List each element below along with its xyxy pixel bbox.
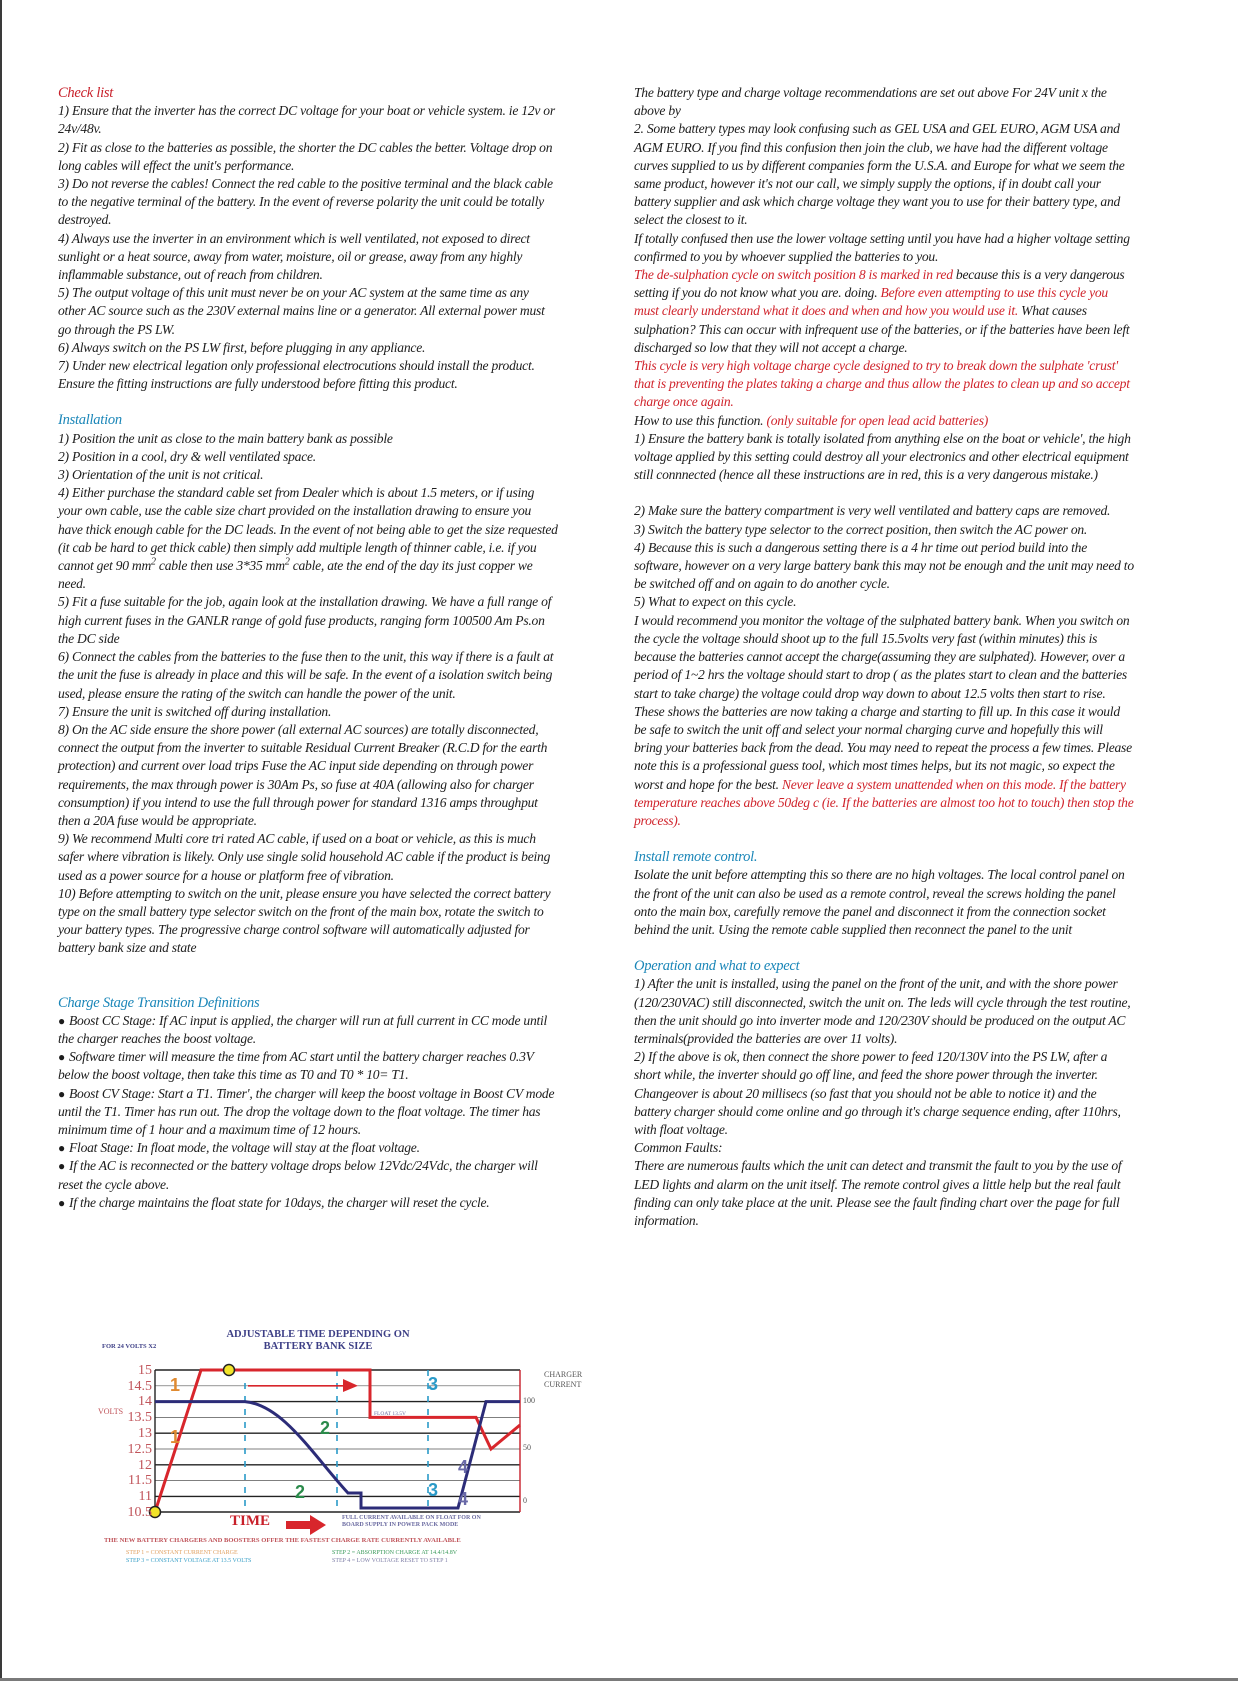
chart-footer: THE NEW BATTERY CHARGERS AND BOOSTERS OFFER THE FASTEST CHARGE RATE CURRENTLY AVAILABLE bbox=[104, 1537, 461, 1544]
legend-step: STEP 3 = CONSTANT VOLTAGE AT 13.5 VOLTS bbox=[126, 1558, 252, 1564]
operation-item: 1) After the unit is installed, using the panel on the front of the unit, and with the shore power (120/230VAC) still disconnected, switch the unit on. The leds will cycle through the test routine, then the unit should go into inverter mode and 120/230V should be produced on the output AC terminals(provided the batteries are over 11 volts). bbox=[634, 976, 1131, 1046]
float-note: FULL CURRENT AVAILABLE ON FLOAT FOR ON BOARD SUPPLY IN POWER PACK MODE bbox=[342, 1515, 481, 1528]
x-axis-label: TIME bbox=[230, 1513, 271, 1529]
operation-heading: Operation and what to expect bbox=[634, 958, 800, 975]
installation-item: 2) Position in a cool, dry & well ventilated space. bbox=[58, 448, 316, 464]
desulphation-step: 3) Switch the battery type selector to the correct position, then switch the AC power on. bbox=[634, 521, 1088, 537]
left-column bbox=[58, 84, 558, 1212]
page-border-left bbox=[0, 0, 2, 1681]
charge-stage-bullet: ● Boost CC Stage: If AC input is applied, the charger will run at full current in CC mode until the charger reaches the boost voltage. bbox=[58, 1012, 558, 1048]
y-tick: 13 bbox=[138, 1426, 152, 1441]
desulphation-paragraph: The de-sulphation cycle on switch position 8 is marked in red because this is a very dangerous setting if you do not know what you are. doing. Before even attempting to use this cycle you must clearly understand what it does and when and how you would use it. What causes sulphation? This can occur with infrequent use of the batteries, or if the batteries have been left discharged so low that they will not accept a charge. bbox=[634, 267, 1130, 355]
checklist-item: 4) Always use the inverter in an environment which is well ventilated, not exposed to direct sunlight or a heat source, away from water, moisture, oil or grease, away from any highly inflammable substance, out of reach from children. bbox=[58, 230, 530, 283]
y-tick: 11 bbox=[138, 1489, 152, 1504]
charge-stage-bullet: ● If the AC is reconnected or the battery voltage drops below 12Vdc/24Vdc, the charger will reset the cycle above. bbox=[58, 1157, 558, 1193]
checklist-item: 1) Ensure that the inverter has the correct DC voltage for your boat or vehicle system. ie 12v or 24v/48v. bbox=[58, 103, 555, 137]
legend-step: STEP 2 = ABSORPTION CHARGE AT 14.4/14.8V bbox=[332, 1550, 458, 1556]
y-axis-label: VOLTS bbox=[98, 1407, 124, 1416]
common-faults-label: Common Faults: bbox=[634, 1140, 723, 1156]
y-tick: 10.5 bbox=[127, 1505, 152, 1520]
right-y-tick: 0 bbox=[523, 1496, 527, 1505]
chart-for-label: FOR 24 VOLTS X2 bbox=[102, 1343, 157, 1350]
step-marker: 2 bbox=[295, 1482, 306, 1502]
right-y-tick: 100 bbox=[523, 1396, 535, 1405]
step-marker: 4 bbox=[458, 1457, 469, 1477]
checklist-heading: Check list bbox=[58, 85, 114, 101]
installation-heading: Installation bbox=[58, 412, 122, 429]
right-y-tick: 50 bbox=[523, 1443, 531, 1452]
legend-step: STEP 1 = CONSTANT CURRENT CHARGE bbox=[126, 1550, 238, 1556]
svg-text:FLOAT 13.5V: FLOAT 13.5V bbox=[374, 1411, 406, 1417]
remote-body: Isolate the unit before attempting this so there are no high voltages. The local control panel on the front of the unit can also be used as a remote control, reveal the screws holding the panel onto the main box, carefully remove the panel and disconnect it from the connection socket behind the unit. Using the remote cable supplied then reconnect the panel to the unit bbox=[634, 867, 1125, 937]
installation-item: 10) Before attempting to switch on the unit, please ensure you have selected the correct battery type on the small battery type selector switch on the front of the main box, rotate the switch to your battery types. The progressive charge control software will automatically adjusted for battery bank size and state bbox=[58, 885, 551, 956]
step-marker: 3 bbox=[428, 1374, 439, 1394]
legend-step: STEP 4 = LOW VOLTAGE RESET TO STEP 1 bbox=[332, 1558, 448, 1564]
installation-item: 6) Connect the cables from the batteries to the fuse then to the unit, this way if there is a fault at the unit the fuse is already in place and this will be safe. In the event of a isolation switch being used, please ensure the rating of the switch can handle the power of the unit. bbox=[58, 649, 554, 701]
y-tick: 12 bbox=[138, 1458, 152, 1473]
expect-paragraph: I would recommend you monitor the voltage of the sulphated battery bank. When you switch on the cycle the voltage should shoot up to the full 15.5volts very fast (within minutes) this is because the batteries cannot accept the charge(assuming they are sulphated). However, over a period of 1~2 hrs the voltage should start to drop ( as the plates start to clean and the batteries start to take charge) the voltage could drop way down to about 12.5 volts then start to rise. These shows the batteries are now taking a charge and starting to fill up. In this case it would be safe to switch the unit off and select your normal charging curve and hopefully this will bring your batteries back from the dead. You may need to repeat the process a few times. Please note this is a professional guess tool, which most times helps, but its not magic, so expect the worst and hope for the best. Never leave a system unattended when on this mode. If the battery temperature reaches above 50deg c (ie. If the batteries are almost too hot to touch) then stop the process). bbox=[634, 612, 1134, 828]
checklist-item: 2) Fit as close to the batteries as possible, the shorter the DC cables the better. Voltage drop on long cables will effect the unit's performance. bbox=[58, 139, 553, 173]
step-marker: 3 bbox=[428, 1480, 439, 1500]
intro-paragraph: If totally confused then use the lower voltage setting until you have had a higher voltage setting confirmed to you by whoever supplied the batteries to you. bbox=[634, 230, 1130, 264]
installation-item: 8) On the AC side ensure the shore power (all external AC sources) are totally disconnected, connect the output from the inverter to suitable Residual Current Breaker (R.C.D for the earth protection) and current over load trips Fuse the AC input side depending on through power requirements, the max through power is 30Am Ps, so fuse at 40A (allowing also for charger consumption) if you intend to use the full through power for standard 1316 amps throughput then a 20A fuse would be appropriate. bbox=[58, 721, 548, 828]
y-tick: 14 bbox=[138, 1394, 152, 1409]
installation-item: 1) Position the unit as close to the main battery bank as possible bbox=[58, 430, 393, 446]
right-y-axis-label: CHARGER CURRENT bbox=[544, 1370, 583, 1389]
step-marker: 2 bbox=[320, 1418, 331, 1438]
step-marker: 4 bbox=[458, 1489, 469, 1509]
right-column bbox=[634, 84, 1134, 1230]
desulphation-step: 5) What to expect on this cycle. bbox=[634, 594, 797, 610]
y-tick: 15 bbox=[138, 1363, 152, 1378]
step-marker: 1 bbox=[170, 1427, 181, 1447]
y-tick: 12.5 bbox=[127, 1442, 152, 1457]
desulphation-step: 2) Make sure the battery compartment is very well ventilated and battery caps are removed. bbox=[634, 503, 1111, 519]
intro-paragraph: The battery type and charge voltage recommendations are set out above For 24V unit x the above by bbox=[634, 85, 1107, 119]
operation-item: 2) If the above is ok, then connect the shore power to feed 120/130V into the PS LW, after a short while, the inverter should go off line, and feed the shore power through the inverter. Changeover is about 20 millisecs (so fast that you should not be able to notice it) and the battery charger should come online and go through it's charge sequence ending, after 110hrs, with float voltage. bbox=[634, 1049, 1121, 1137]
intro-paragraph: 2. Some battery types may look confusing such as GEL USA and GEL EURO, AGM USA and AGM EURO. If you find this confusion then join the club, we have had the different voltage curves supplied to us by different companies form the U.S.A. and Europe for what we seem the same product, however it's not our call, we simply supply the options, if in doubt call your battery supplier and ask which charge voltage they want you to use for their battery type, and select the closest to it. bbox=[634, 121, 1125, 228]
installation-item: 3) Orientation of the unit is not critical. bbox=[58, 467, 264, 483]
desulphation-step: 1) Ensure the battery bank is totally isolated from anything else on the boat or vehicle', the high voltage applied by this setting could destroy all your electronics and other electrical equipment still connnected (hence all these instructions are in red, this is a very dangerous mistake.) bbox=[634, 430, 1131, 483]
installation-item-4: 4) Either purchase the standard cable set from Dealer which is about 1.5 meters, or if using your own cable, use the cable size chart provided on the installation drawing to ensure you have thick enough cable for the DC leads. In the event of not being able to get the size requested (it cab be hard to get thick cable) then simply add multiple length of thinner cable, i.e. if you cannot get 90 $mm^2$ cable then use 3*35 $mm^2$ cable, ate the end of the day its just copper we need. bbox=[58, 485, 558, 592]
installation-item: 7) Ensure the unit is switched off during installation. bbox=[58, 703, 332, 719]
common-faults-body: There are numerous faults which the unit can detect and transmit the fault to you by the use of LED lights and alarm on the unit itself. The remote control gives a little help but the real fault finding can only take place at the unit. Please see the fault finding chart over the page for full information. bbox=[634, 1158, 1122, 1228]
charge-stage-bullet: ● Software timer will measure the time from AC start until the battery charger reaches 0.3V below the boost voltage, then take this time as T0 and T0 * 10= T1. bbox=[58, 1048, 558, 1084]
installation-item: 9) We recommend Multi core tri rated AC cable, if used on a boat or vehicle, as this is much safer where vibration is likely. Only use single solid household AC cable if the product is being used as a power source for a house or platform free of vibration. bbox=[58, 831, 551, 883]
how-to-use: How to use this function. (only suitable for open lead acid batteries) bbox=[634, 412, 989, 428]
charge-curve-chart bbox=[98, 1325, 583, 1590]
charge-stage-bullet: ● Boost CV Stage: Start a T1. Timer', the charger will keep the boost voltage in Boost CV mode until the T1. Timer has run out. The drop the voltage down to the float voltage. The timer has minimum time of 1 hour and a maximum time of 12 hours. bbox=[58, 1085, 558, 1140]
chart-title: ADJUSTABLE TIME DEPENDING ON BATTERY BANK SIZE bbox=[226, 1329, 410, 1352]
charge-stages-heading: Charge Stage Transition Definitions bbox=[58, 994, 260, 1011]
checklist-item: 5) The output voltage of this unit must never be on your AC system at the same time as any other AC source such as the 230V external mains line or a generator. All external power must go through the PS LW. bbox=[58, 285, 545, 337]
checklist-item: 3) Do not reverse the cables! Connect the red cable to the positive terminal and the black cable to the negative terminal of the battery. In the event of reverse polarity the unit could be totally destroyed. bbox=[58, 176, 553, 228]
y-tick: 11.5 bbox=[128, 1473, 152, 1488]
y-tick: 14.5 bbox=[127, 1379, 152, 1394]
remote-heading: Install remote control. bbox=[634, 849, 758, 866]
step-marker: 1 bbox=[170, 1375, 181, 1395]
desulphation-step: 4) Because this is such a dangerous setting there is a 4 hr time out period build into the software, however on a very large battery bank this may not be enough and the unit may need to be switched off and on again to do another cycle. bbox=[634, 539, 1134, 592]
desulphation-warning: This cycle is very high voltage charge cycle designed to try to break down the sulphate 'crust' that is preventing the plates taking a charge and thus allow the plates to clean up and so accept charge once again. bbox=[634, 358, 1130, 410]
charge-stage-bullet: ● If the charge maintains the float state for 10days, the charger will reset the cycle. bbox=[58, 1194, 558, 1212]
y-tick: 13.5 bbox=[127, 1410, 152, 1425]
installation-item: 5) Fit a fuse suitable for the job, again look at the installation drawing. We have a full range of high current fuses in the GANLR range of gold fuse products, ranging form 100500 Am Ps.on the DC side bbox=[58, 594, 552, 646]
charge-stage-bullet: ● Float Stage: In float mode, the voltage will stay at the float voltage. bbox=[58, 1139, 558, 1157]
checklist-item: 7) Under new electrical legation only professional electrocutions should install the product. Ensure the fitting instructions are fully understood before fitting this product. bbox=[58, 358, 535, 392]
checklist-item: 6) Always switch on the PS LW first, before plugging in any appliance. bbox=[58, 339, 426, 355]
